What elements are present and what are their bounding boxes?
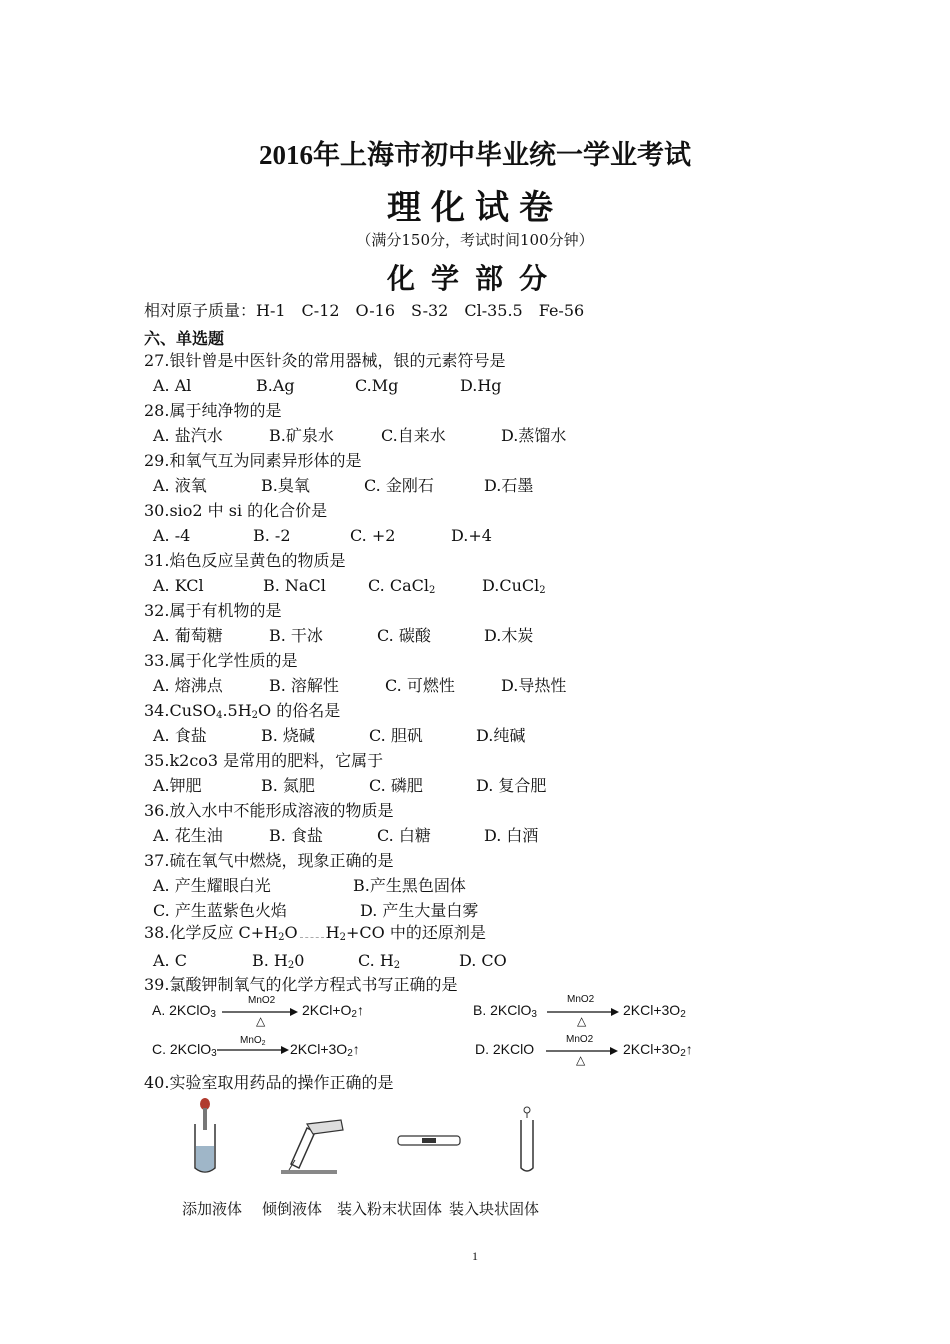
equation-a-heat: △ xyxy=(256,1014,266,1028)
option: B.产生黑色固体 xyxy=(353,876,466,895)
option: B.臭氧 xyxy=(261,476,310,495)
option: A. 葡萄糖 xyxy=(153,626,223,645)
page-number: 1 xyxy=(472,1249,478,1263)
option: A. C xyxy=(153,951,187,970)
question-38: 38.化学反应 $C+H_2O$ $H_2+CO$ 中的还原剂是 xyxy=(144,923,486,943)
adding-powder-illustration xyxy=(396,1132,466,1150)
equation-b-reactant: B. 2KClO$_3$ xyxy=(473,1002,537,1020)
question-36: 36.放入水中不能形成溶液的物质是 xyxy=(144,801,394,820)
atomic-masses: 相对原子质量：H-1 C-12 O-16 S-32 Cl-35.5 Fe-56 xyxy=(144,301,585,320)
equation-d-catalyst: MnO2 xyxy=(566,1034,594,1045)
option: D. 白酒 xyxy=(484,826,539,845)
option: B. NaCl xyxy=(263,576,326,595)
equation-b-catalyst: MnO2 xyxy=(567,994,595,1005)
equation-c-catalyst: MnO$_2$ xyxy=(240,1035,266,1047)
question-40: 40.实验室取用药品的操作正确的是 xyxy=(144,1073,394,1092)
equation-c-reactant: C. 2KClO$_3$ xyxy=(152,1041,217,1059)
exam-note: （满分150分，考试时间100分钟） xyxy=(356,231,594,249)
equation-c-arrow xyxy=(217,1046,289,1054)
option: A. 花生油 xyxy=(153,826,223,845)
option: D.导热性 xyxy=(501,676,567,695)
option: D.蒸馏水 xyxy=(501,426,567,445)
option: D.木炭 xyxy=(484,626,534,645)
equation-a-product: $2KCl+O_2↑$ xyxy=(302,1002,364,1020)
option: C.Mg xyxy=(355,376,399,395)
option: D.Hg xyxy=(460,376,502,395)
option: C.自来水 xyxy=(381,426,446,445)
equation-a-reactant: A. 2KClO$_3$ xyxy=(152,1002,216,1020)
equation-b-heat: △ xyxy=(577,1014,587,1028)
paper-title: 理化试卷 xyxy=(387,188,563,228)
question-33: 33.属于化学性质的是 xyxy=(144,651,298,670)
option: C. 白糖 xyxy=(377,826,431,845)
question-39: 39.氯酸钾制氧气的化学方程式书写正确的是 xyxy=(144,975,458,994)
option: C. +2 xyxy=(350,526,396,545)
option: C. 磷肥 xyxy=(369,776,423,795)
question-32: 32.属于有机物的是 xyxy=(144,601,282,620)
option: D. CO xyxy=(459,951,507,970)
reaction-arrow xyxy=(300,927,324,938)
adding-liquid-illustration xyxy=(185,1096,225,1176)
section-heading: 六、单选题 xyxy=(144,329,225,348)
option: C. 可燃性 xyxy=(385,676,455,695)
option: B. 食盐 xyxy=(269,826,323,845)
option: A.钾肥 xyxy=(153,776,202,795)
option: B.Ag xyxy=(256,376,295,395)
question-27: 27.银针曾是中医针灸的常用器械，银的元素符号是 xyxy=(144,351,506,370)
option: C. 产生蓝紫色火焰 xyxy=(153,901,287,920)
equation-c-product: $2KCl+3O_2↑$ xyxy=(290,1041,360,1059)
option: A. 盐汽水 xyxy=(153,426,223,445)
caption-adding-powder: 装入粉末状固体 xyxy=(337,1200,443,1218)
option: D.+4 xyxy=(451,526,492,545)
pouring-liquid-illustration xyxy=(277,1110,357,1178)
exam-title: 2016年上海市初中毕业统一学业考试 xyxy=(259,140,691,170)
option: C. 胆矾 xyxy=(369,726,423,745)
equation-d-heat: △ xyxy=(576,1053,586,1067)
option: C. 碳酸 xyxy=(377,626,431,645)
question-30: 30.sio2 中 si 的化合价是 xyxy=(144,501,328,520)
caption-pouring-liquid: 倾倒液体 xyxy=(262,1200,323,1218)
equation-a-catalyst: MnO2 xyxy=(248,995,276,1006)
equation-b-product: $2KCl+3O_2$ xyxy=(623,1002,686,1020)
option: C. 金刚石 xyxy=(364,476,434,495)
option: A. 食盐 xyxy=(153,726,207,745)
option: A. 产生耀眼白光 xyxy=(153,876,271,895)
question-35: 35.k2co3 是常用的肥料，它属于 xyxy=(144,751,384,770)
equation-d-reactant: D. 2KClO xyxy=(475,1041,535,1057)
option: C. $H_2$ xyxy=(358,951,401,971)
adding-solid-illustration xyxy=(512,1104,542,1176)
option: D.纯碱 xyxy=(476,726,526,745)
option: A. KCl xyxy=(153,576,204,595)
option: C. CaCl$_2$ xyxy=(368,576,436,596)
option: A. -4 xyxy=(153,526,191,545)
equation-d-product: $2KCl+3O_2↑$ xyxy=(623,1041,693,1059)
option: B.矿泉水 xyxy=(269,426,334,445)
option: D.石墨 xyxy=(484,476,534,495)
option: D. 产生大量白雾 xyxy=(360,901,479,920)
caption-adding-liquid: 添加液体 xyxy=(182,1200,243,1218)
question-28: 28.属于纯净物的是 xyxy=(144,401,282,420)
option: A. 熔沸点 xyxy=(153,676,223,695)
part-title: 化学部分 xyxy=(386,262,563,295)
question-31: 31.焰色反应呈黄色的物质是 xyxy=(144,551,346,570)
option: D.CuCl$_2$ xyxy=(482,576,546,596)
option: A. Al xyxy=(153,376,192,395)
question-37: 37.硫在氧气中燃烧，现象正确的是 xyxy=(144,851,394,870)
option: B. 氮肥 xyxy=(261,776,315,795)
option: B. $H_20$ xyxy=(252,951,305,971)
option: B. -2 xyxy=(253,526,291,545)
option: A. 液氧 xyxy=(153,476,207,495)
question-29: 29.和氧气互为同素异形体的是 xyxy=(144,451,362,470)
caption-adding-solid: 装入块状固体 xyxy=(449,1200,540,1218)
question-34: $34.CuSO_4.5H_2O$ 的俗名是 xyxy=(144,701,341,721)
option: B. 烧碱 xyxy=(261,726,315,745)
option: B. 溶解性 xyxy=(269,676,339,695)
option: D. 复合肥 xyxy=(476,776,547,795)
option: B. 干冰 xyxy=(269,626,323,645)
